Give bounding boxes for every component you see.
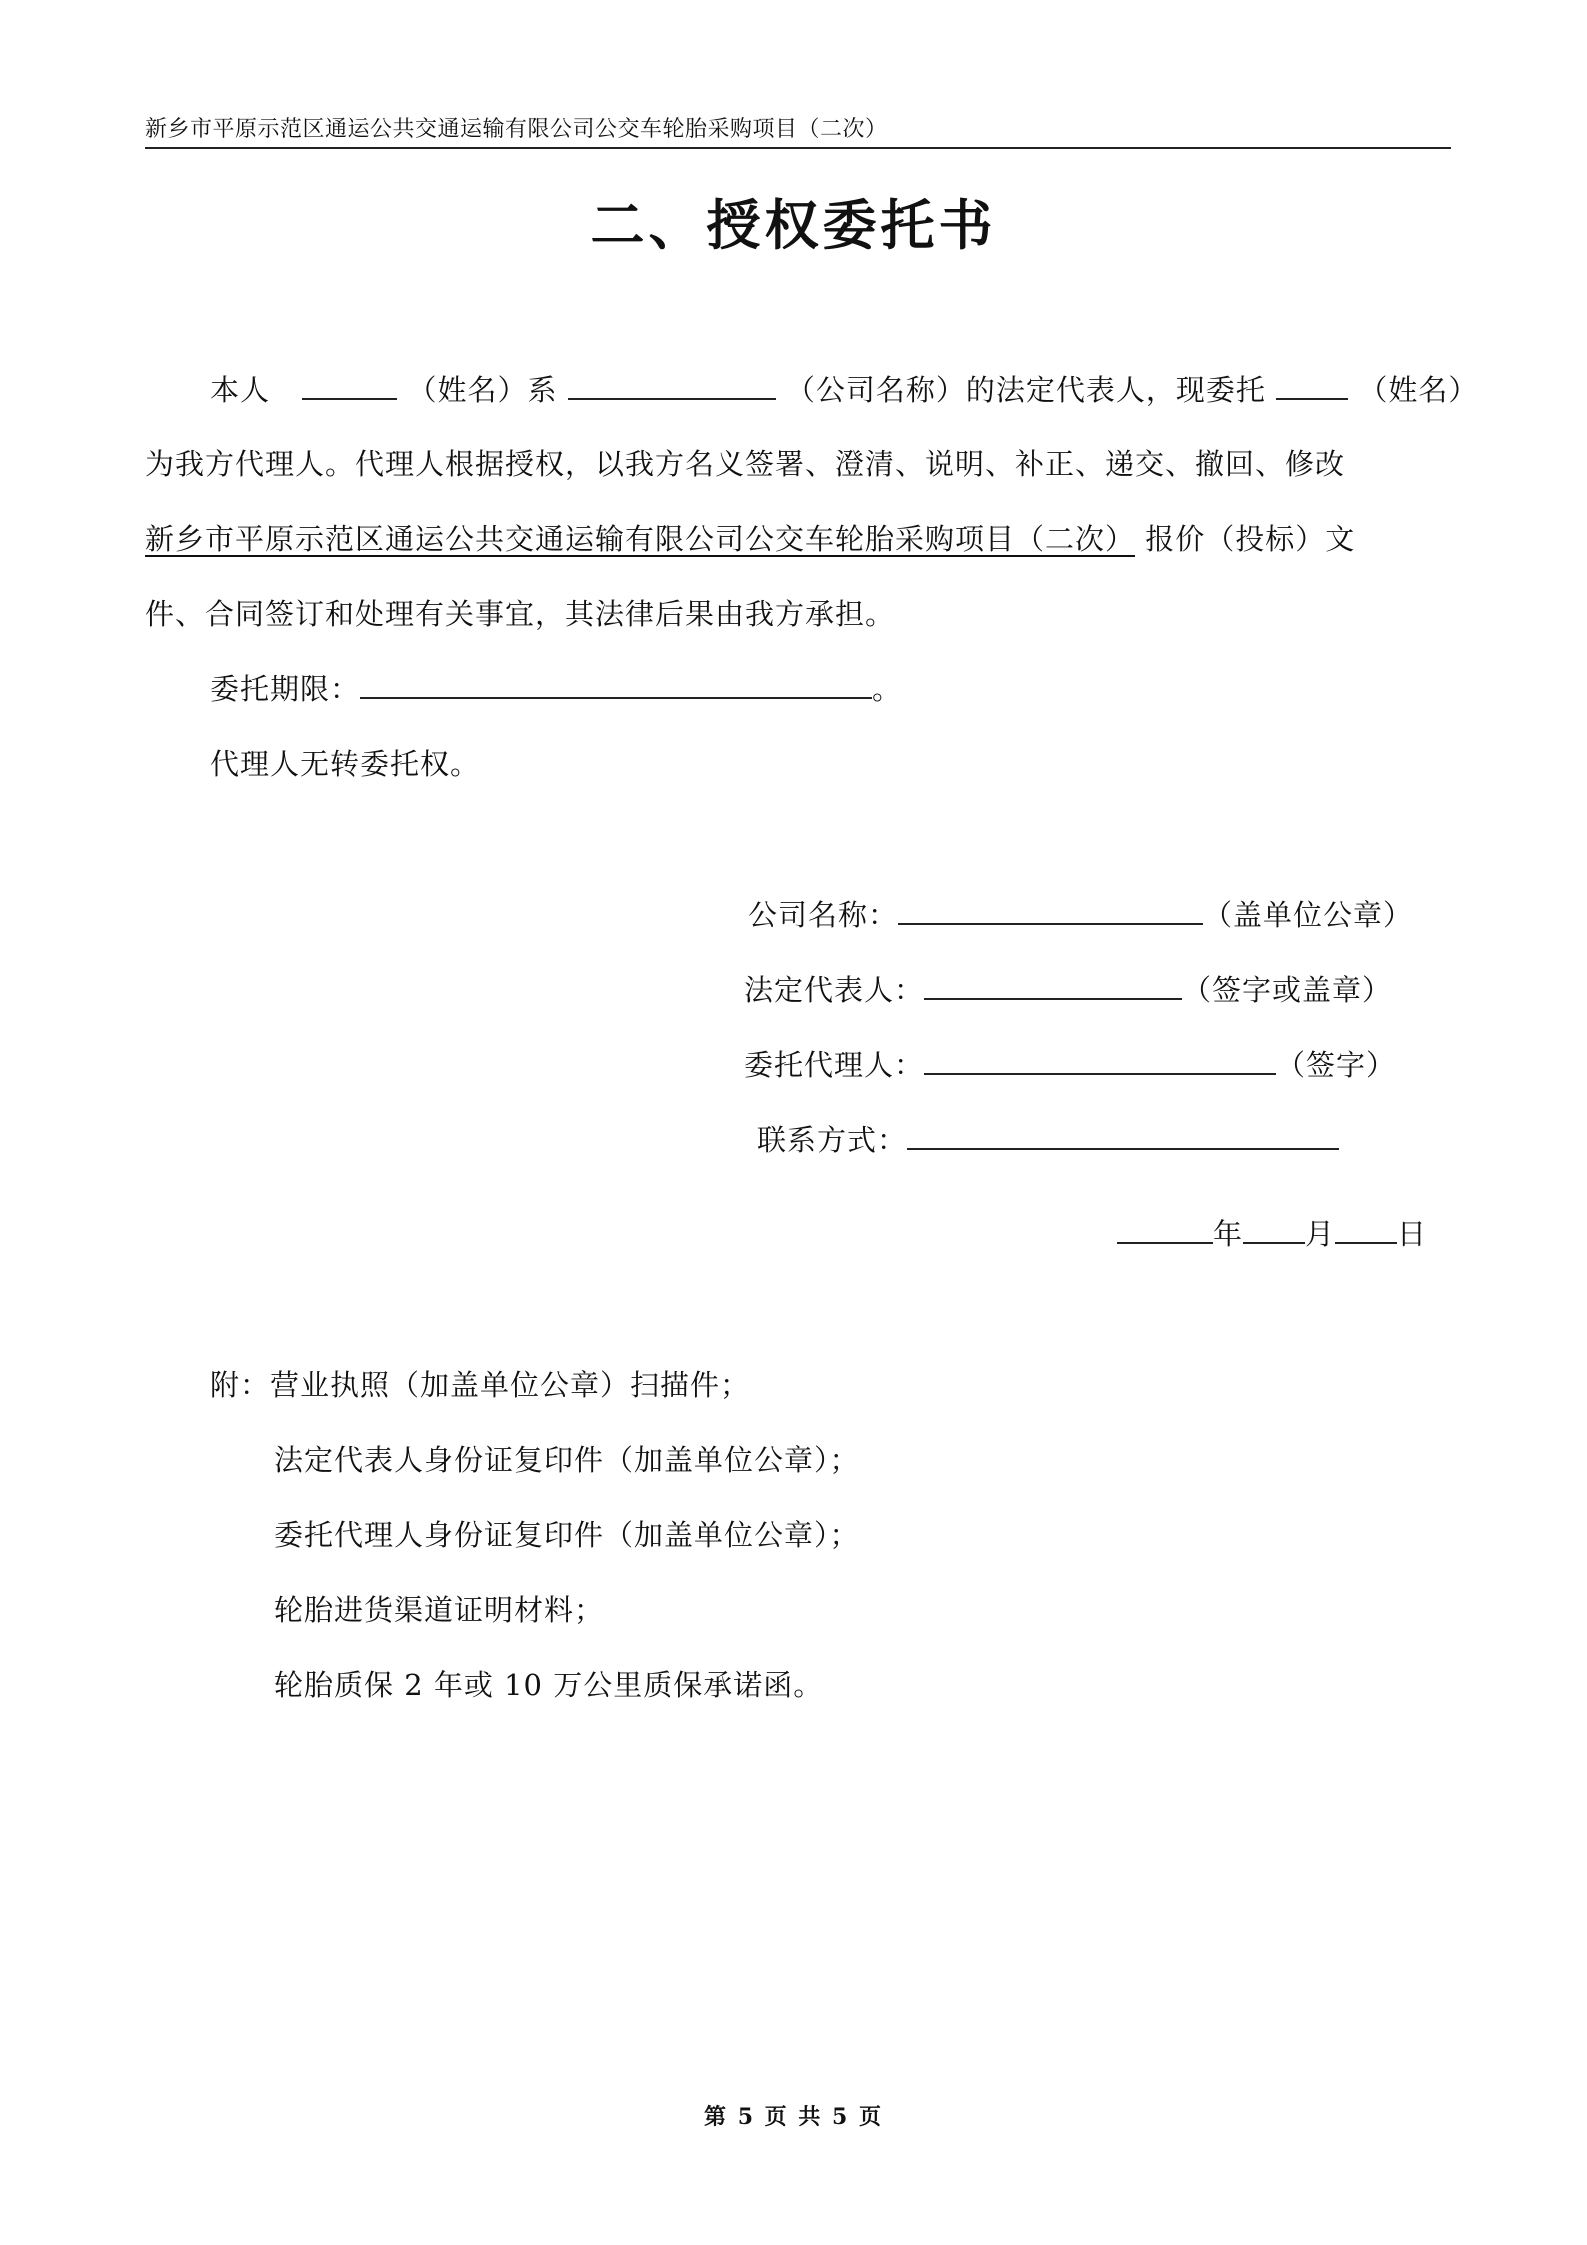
legal-rep-blank (924, 970, 1182, 1000)
day-blank (1335, 1214, 1397, 1244)
header-project-name: 新乡市平原示范区通运公共交通运输有限公司公交车轮胎采购项目（二次） (145, 117, 888, 142)
legal-rep-note: （签字或盖章） (1182, 973, 1393, 1007)
agent-name-blank (1276, 370, 1348, 400)
page-title: 二、授权委托书 (590, 193, 997, 257)
attachment-item-4: 轮胎进货渠道证明材料； (274, 1593, 605, 1627)
legal-rep-signature-line (744, 968, 1392, 1009)
text-principal: 本人 (210, 373, 271, 407)
company-label: 公司名称： (748, 898, 899, 932)
contact-blank (907, 1120, 1339, 1150)
company-signature-line (748, 893, 1413, 934)
text-agent-name-hint: （姓名） (1358, 373, 1479, 407)
agent-blank (924, 1045, 1276, 1075)
term-end: 。 (872, 672, 903, 706)
attachment-item-5: 轮胎质保 2 年或 10 万公里质保承诺函。 (274, 1668, 824, 1702)
para-line-3 (145, 517, 1355, 558)
company-signature-blank (898, 895, 1203, 925)
para-line-2: 为我方代理人。代理人根据授权，以我方名义签署、澄清、说明、补正、递交、撤回、修改 (145, 447, 1346, 481)
agent-note: （签字） (1276, 1048, 1397, 1082)
attachment-item-3: 委托代理人身份证复印件（加盖单位公章）； (274, 1518, 860, 1552)
attachment-item-2: 法定代表人身份证复印件（加盖单位公章）； (274, 1443, 860, 1477)
term-line (210, 667, 902, 708)
text-bid-docs: 报价（投标）文 (1145, 522, 1356, 556)
attachments-prefix: 附： (210, 1368, 271, 1402)
name-blank (302, 370, 397, 400)
text-company-hint: （公司名称）的法定代表人，现委托 (785, 373, 1266, 407)
company-blank (568, 370, 776, 400)
no-subdelegation-note: 代理人无转委托权。 (210, 747, 481, 781)
company-seal-note: （盖单位公章） (1203, 898, 1414, 932)
para-line-4: 件、合同签订和处理有关事宜，其法律后果由我方承担。 (145, 597, 896, 631)
agent-signature-line (744, 1043, 1396, 1084)
term-label: 委托期限： (210, 672, 361, 706)
year-blank (1117, 1214, 1213, 1244)
day-label: 日 (1397, 1217, 1428, 1251)
date-line (1117, 1212, 1427, 1253)
header-rule (145, 147, 1451, 149)
legal-rep-label: 法定代表人： (744, 973, 925, 1007)
attachment-item-1 (210, 1363, 750, 1404)
agent-label: 委托代理人： (744, 1048, 925, 1082)
text-name-hint: （姓名）系 (407, 373, 558, 407)
term-blank (360, 669, 872, 699)
contact-label: 联系方式： (757, 1123, 908, 1157)
year-label: 年 (1213, 1217, 1244, 1251)
para-line-1 (210, 368, 1478, 409)
attachment-text: 营业执照（加盖单位公章）扫描件； (270, 1368, 751, 1402)
contact-line (757, 1118, 1339, 1159)
month-blank (1243, 1214, 1305, 1244)
month-label: 月 (1305, 1217, 1336, 1251)
page-footer: 第 5 页 共 5 页 (704, 2104, 883, 2130)
project-name-underlined: 新乡市平原示范区通运公共交通运输有限公司公交车轮胎采购项目（二次） (145, 522, 1136, 556)
